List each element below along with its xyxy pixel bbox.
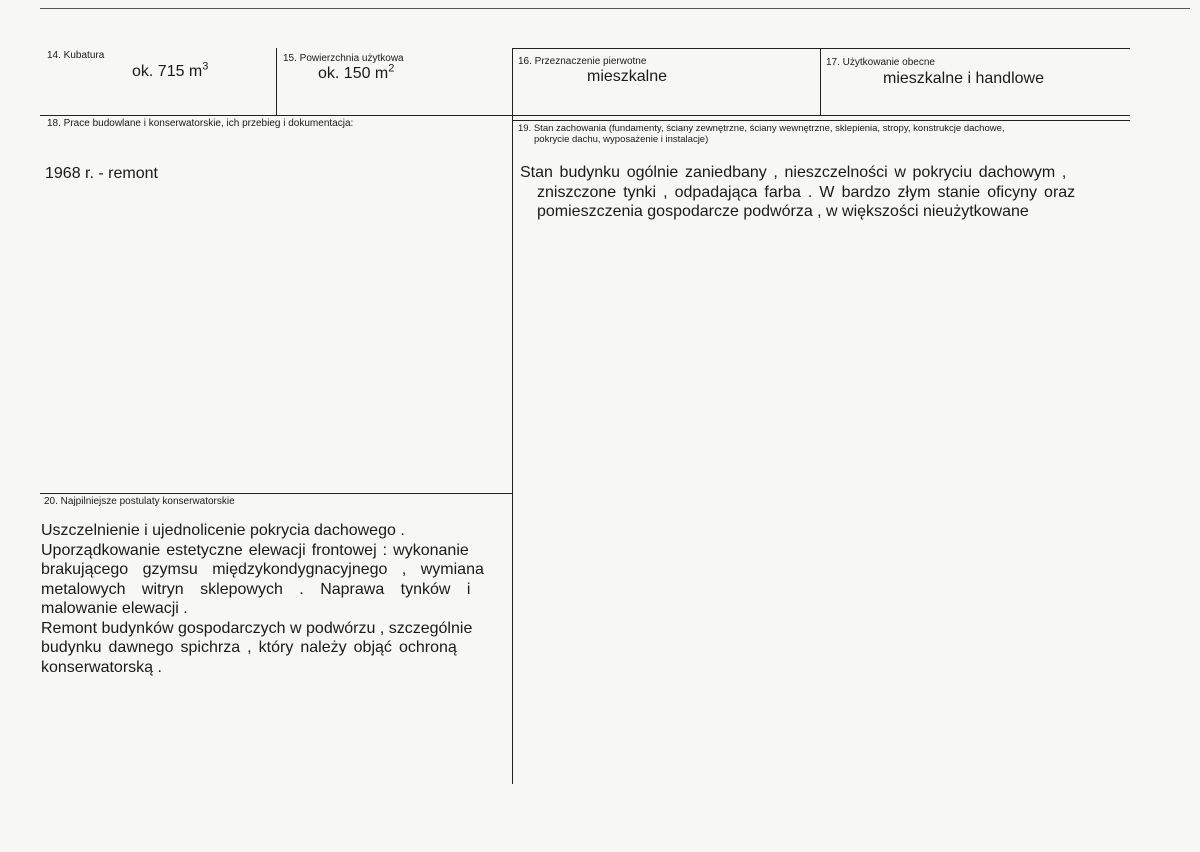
divider-15-16 [512, 48, 513, 784]
kubatura-number: ok. 715 m [132, 63, 203, 80]
postulaty-line-1: Uszczelnienie i ujednolicenie pokrycia dachowego . [41, 522, 405, 539]
stan-text [520, 163, 1126, 222]
powierzchnia-number: ok. 150 m [318, 65, 389, 82]
przeznaczenie-label: 16. Przeznaczenie pierwotne [518, 56, 647, 67]
kubatura-exponent: 3 [202, 60, 209, 73]
stan-label-line2: pokrycie dachu, wyposażenie i instalacje) [534, 134, 709, 145]
uzytkowanie-label: 17. Użytkowanie obecne [826, 57, 935, 68]
divider-14-15 [276, 48, 277, 115]
stan-line-2: zniszczone tynki , odpadająca farba . W bardzo złym stanie oficyny oraz [537, 183, 1076, 201]
powierzchnia-value [318, 62, 395, 83]
postulaty-line-2: Uporządkowanie estetyczne elewacji frontowej : wykonanie [41, 541, 469, 559]
uzytkowanie-value: mieszkalne i handlowe [883, 70, 1044, 87]
prace-label: 18. Prace budowlane i konserwatorskie, ich przebieg i dokumentacja: [47, 118, 354, 129]
powierzchnia-exponent: 2 [388, 62, 395, 75]
stan-line-1: Stan budynku ogólnie zaniedbany , nieszczelności w pokryciu dachowym , [520, 164, 1067, 181]
postulaty-text [41, 521, 508, 677]
prace-value: 1968 r. - remont [45, 165, 158, 182]
row1-right-top-line [512, 48, 1130, 49]
divider-16-17 [820, 48, 821, 115]
row3-left-line [40, 493, 512, 494]
postulaty-line-7: budynku dawnego spichrza , który należy objąć ochroną [41, 639, 457, 656]
postulaty-line-8: konserwatorską . [41, 658, 162, 676]
stan-label-line1: 19. Stan zachowania (fundamenty, ściany zewnętrzne, ściany wewnętrzne, sklepienia, stropy, konstrukcje dachowe, [518, 123, 1005, 134]
top-border-line [40, 8, 1190, 9]
stan-line-3: pomieszczenia gospodarcze podwórza , w większości nieużytkowane [537, 203, 1029, 220]
postulaty-line-3: brakującego gzymsu międzykondygnacyjnego , wymiana [41, 561, 484, 578]
kubatura-label: 14. Kubatura [47, 50, 105, 61]
powierzchnia-label: 15. Powierzchnia użytkowa [283, 53, 404, 64]
kubatura-value [132, 60, 209, 81]
postulaty-line-4: metalowych witryn sklepowych . Naprawa tynków i [41, 580, 471, 598]
row1-bottom-line [40, 115, 1130, 116]
postulaty-line-5: malowanie elewacji . [41, 600, 188, 617]
postulaty-line-6: Remont budynków gospodarczych w podwórzu , szczególnie [41, 619, 473, 637]
row2-right-line [512, 120, 1130, 121]
przeznaczenie-value: mieszkalne [587, 68, 668, 85]
postulaty-label: 20. Najpilniejsze postulaty konserwatorskie [44, 496, 235, 507]
